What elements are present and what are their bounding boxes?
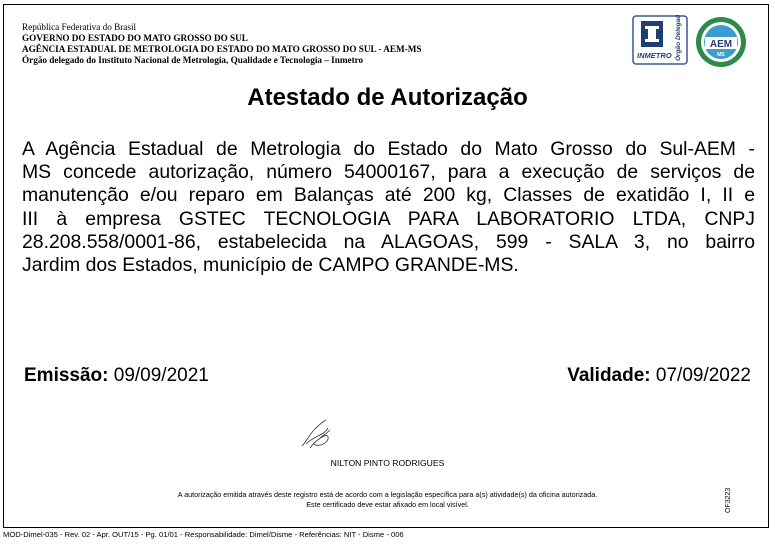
issue-date xyxy=(24,365,209,387)
form-reference: MOD-Dimel-035 - Rev. 02 - Apr. OUT/15 - Pg. 01/01 - Responsabilidade: Dimel/Disme - Referências: NIT - Disme - 006 xyxy=(3,530,404,539)
aem-logo xyxy=(694,15,748,69)
aem-sub-wordmark: MS xyxy=(717,52,725,58)
body-line: MS concede autorização, número 54000167, para a execução de serviços de xyxy=(22,161,755,184)
legal-footnote xyxy=(0,490,775,510)
body-line: III à empresa GSTEC TECNOLOGIA PARA LABORATORIO LTDA, CNPJ xyxy=(22,207,755,230)
side-code: OF3223 xyxy=(725,487,732,513)
signer-name: NILTON PINTO RODRIGUES xyxy=(330,458,445,468)
footnote-line: A autorização emitida através deste registro está de acordo com a legislação específica para a(s) atividade(s) da oficina autorizada. xyxy=(177,490,598,499)
expiry-date-label: Validade: xyxy=(567,365,651,386)
body-line: manutenção e/ou reparo em Balanças até 200 kg, Classes de exatidão I, II e xyxy=(22,184,755,207)
delegate-wordmark: Órgão Delegado xyxy=(675,15,682,61)
header-line-agency: AGÊNCIA ESTADUAL DE METROLOGIA DO ESTADO DO MATO GROSSO DO SUL - AEM-MS xyxy=(22,44,422,54)
header-line-republic: República Federativa do Brasil xyxy=(22,22,137,32)
body-line: A Agência Estadual de Metrologia do Estado do Mato Grosso do Sul-AEM - xyxy=(22,138,755,160)
body-line: Jardim dos Estados, município de CAMPO GRANDE-MS. xyxy=(22,254,519,277)
expiry-date xyxy=(567,365,751,387)
authorization-text xyxy=(22,138,755,277)
inmetro-wordmark: INMETRO xyxy=(637,51,672,60)
body-line: 28.208.558/0001-86, estabelecida na ALAGOAS, 599 - SALA 3, no bairro xyxy=(22,230,755,253)
signature-image xyxy=(296,416,338,452)
issue-date-value: 09/09/2021 xyxy=(113,365,209,386)
aem-wordmark: AEM xyxy=(709,39,733,50)
header-line-delegate: Órgão delegado do Instituto Nacional de Metrologia, Qualidade e Tecnologia – Inmetro xyxy=(22,55,364,65)
document-title: Atestado de Autorização xyxy=(247,84,528,111)
header-line-government: GOVERNO DO ESTADO DO MATO GROSSO DO SUL xyxy=(22,33,248,43)
expiry-date-value: 07/09/2022 xyxy=(655,365,751,386)
document-header xyxy=(22,22,422,66)
issue-date-label: Emissão: xyxy=(24,365,109,386)
footnote-line: Este certificado deve estar afixado em local visível. xyxy=(306,500,469,509)
